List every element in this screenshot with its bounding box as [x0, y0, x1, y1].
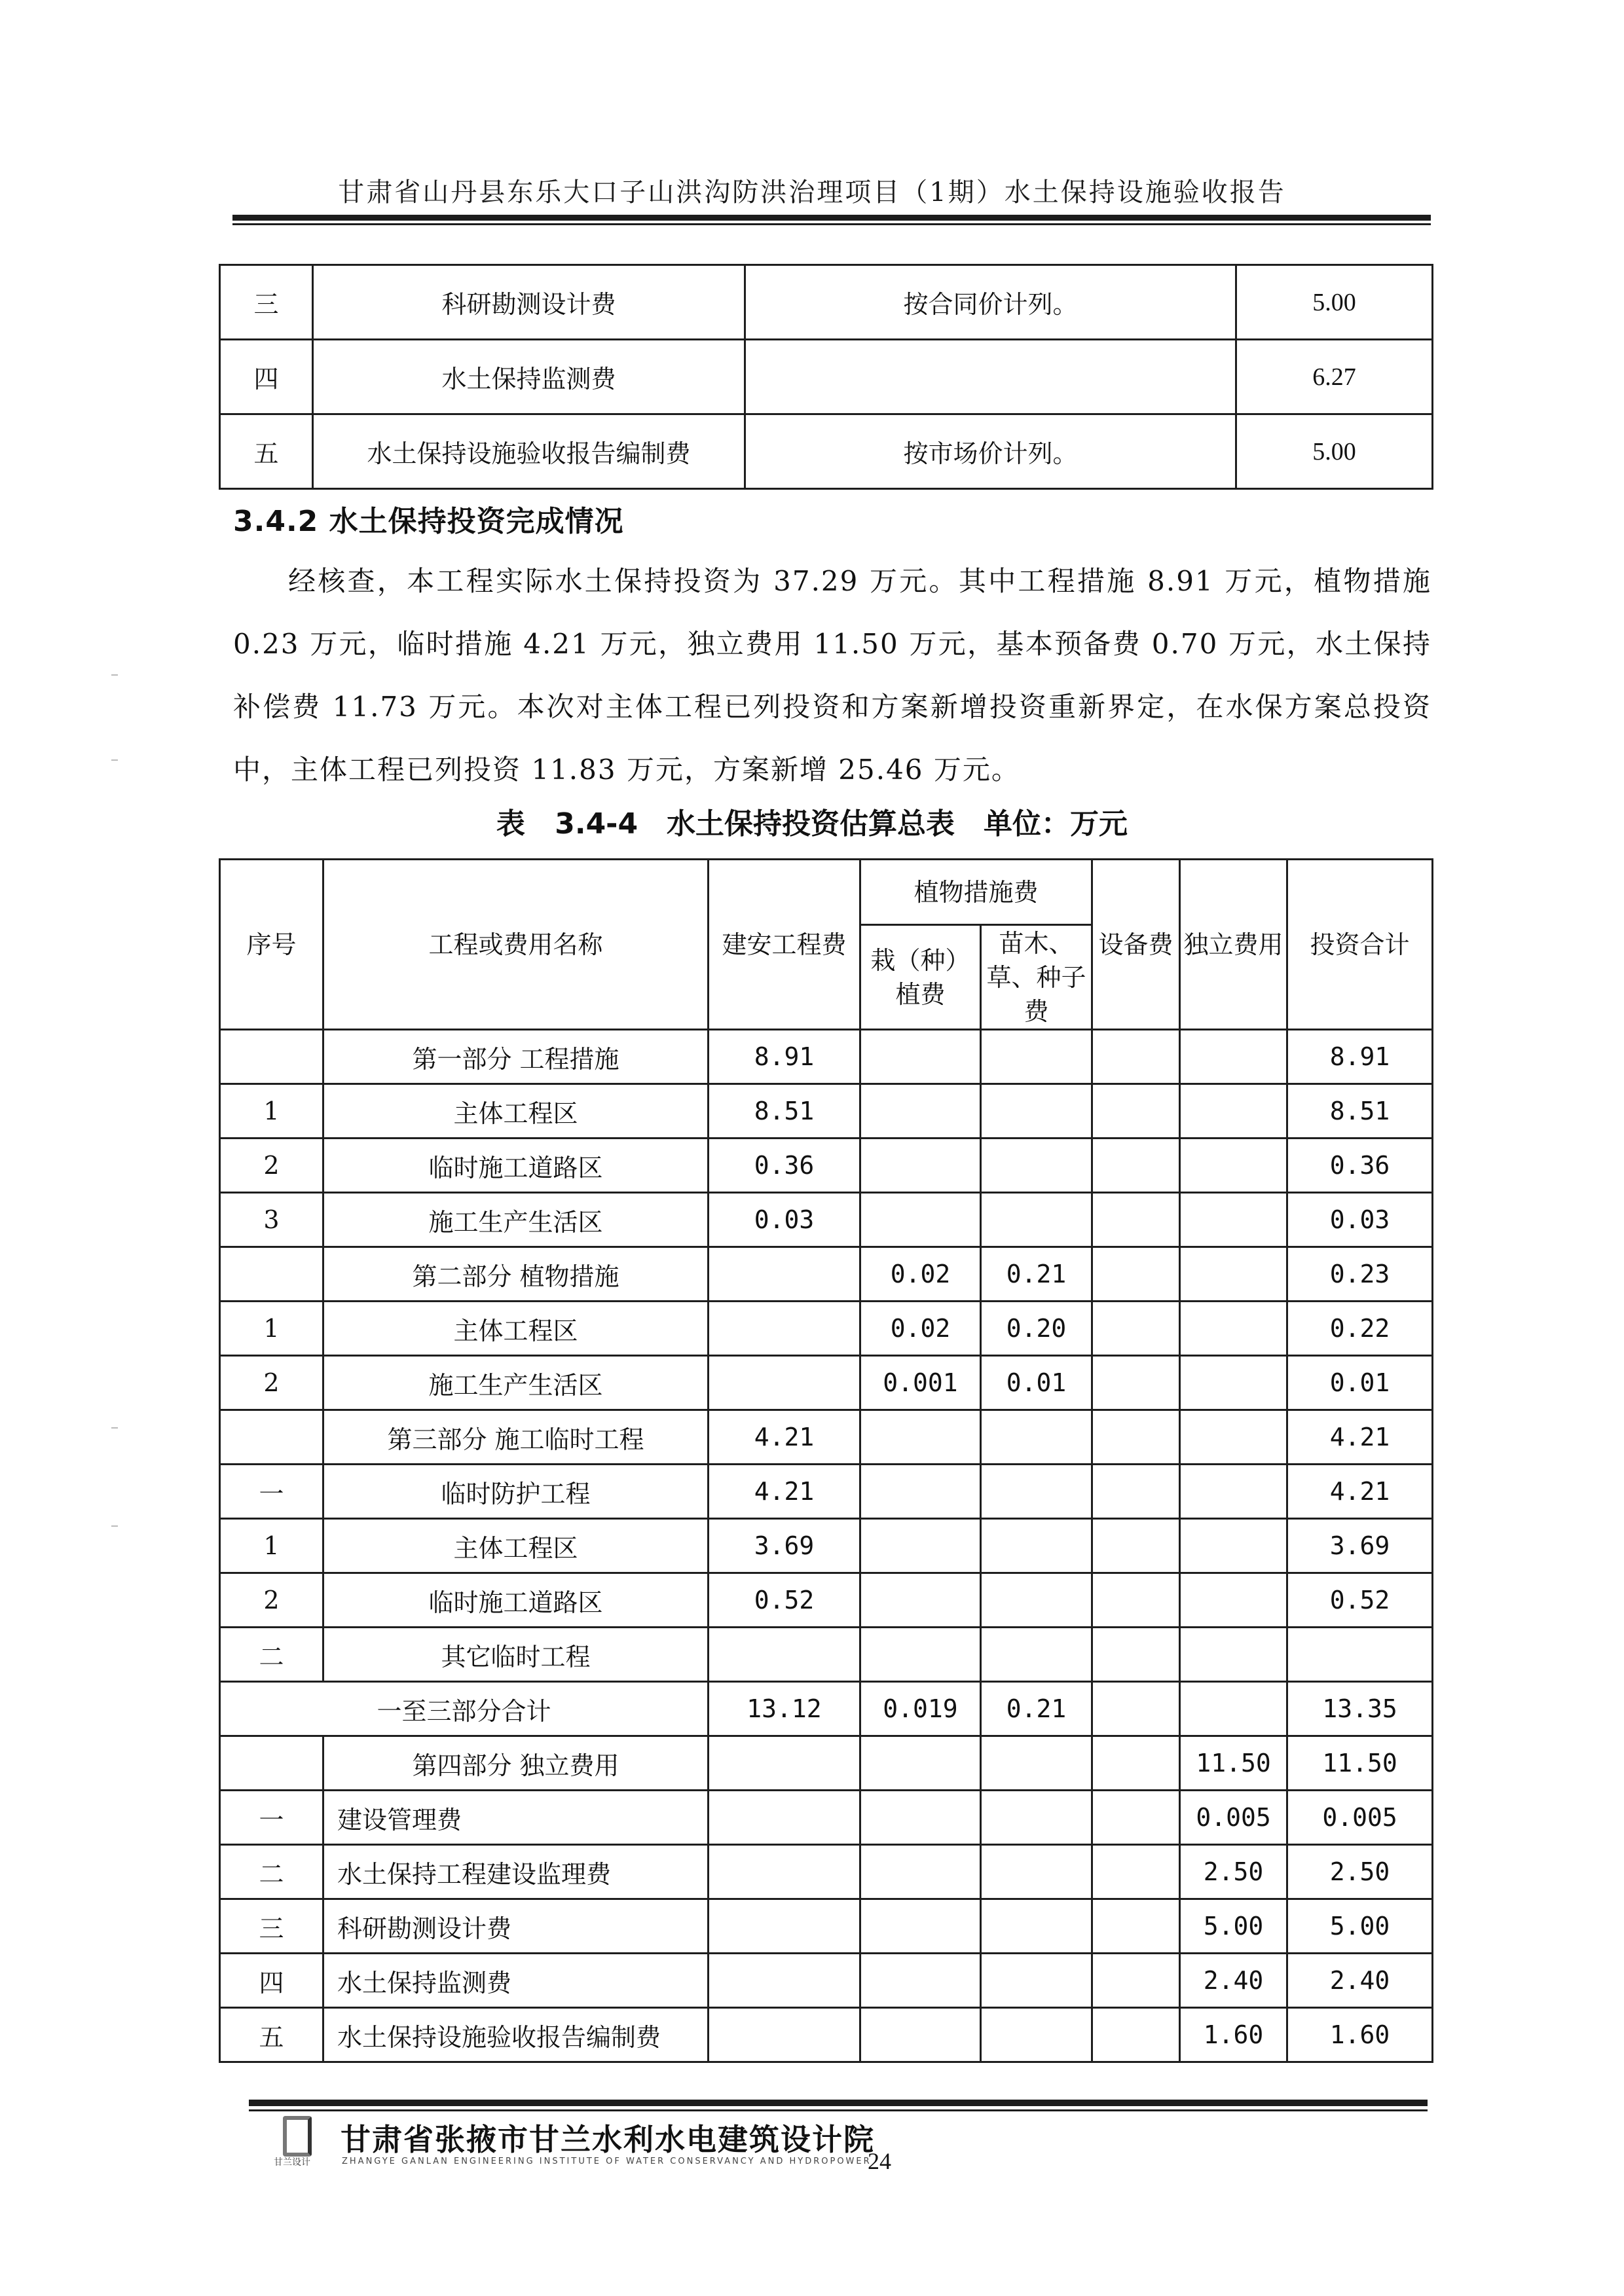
row-name: 第三部分 施工临时工程 [323, 1410, 709, 1465]
row-independent: 0.005 [1180, 1791, 1287, 1845]
table-row [220, 2008, 1433, 2062]
row-equipment [1092, 1356, 1180, 1410]
row-equipment [1092, 1084, 1180, 1139]
row-equipment [1092, 1682, 1180, 1736]
row-planting [860, 1628, 981, 1682]
header-rule-thin [232, 223, 1431, 225]
scan-mark [111, 1427, 118, 1429]
row-equipment [1092, 1573, 1180, 1628]
row-equipment [1092, 1845, 1180, 1899]
investment-estimate-table [219, 858, 1433, 2063]
row-independent [1180, 1628, 1287, 1682]
row-name: 施工生产生活区 [323, 1193, 709, 1247]
row-amount: 6.27 [1236, 340, 1433, 414]
logo-caption: 甘兰设计 [274, 2157, 310, 2168]
header-planting: 栽（种）植费 [860, 925, 981, 1030]
row-no: 四 [220, 1954, 323, 2008]
row-name: 水土保持设施验收报告编制费 [313, 414, 745, 489]
row-equipment [1092, 1519, 1180, 1573]
row-basis: 按市场价计列。 [745, 414, 1236, 489]
row-no [220, 1736, 323, 1791]
row-construction: 13.12 [709, 1682, 860, 1736]
row-name: 第二部分 植物措施 [323, 1247, 709, 1302]
row-seedlings: 0.21 [981, 1682, 1092, 1736]
row-total: 4.21 [1287, 1465, 1433, 1519]
row-no: 1 [220, 1084, 323, 1139]
row-independent [1180, 1139, 1287, 1193]
table-row [220, 414, 1433, 489]
row-planting [860, 1030, 981, 1084]
row-equipment [1092, 1465, 1180, 1519]
row-seedlings [981, 1628, 1092, 1682]
row-independent: 1.60 [1180, 2008, 1287, 2062]
table-row [220, 1899, 1433, 1954]
row-total: 8.91 [1287, 1030, 1433, 1084]
section-heading: 3.4.2 水土保持投资完成情况 [233, 505, 624, 538]
row-construction [709, 1791, 860, 1845]
table-row [220, 1247, 1433, 1302]
row-seedlings [981, 1791, 1092, 1845]
table-row [220, 340, 1433, 414]
row-seedlings: 0.21 [981, 1247, 1092, 1302]
row-planting [860, 1736, 981, 1791]
row-planting [860, 1899, 981, 1954]
table-row [220, 1084, 1433, 1139]
row-total: 2.40 [1287, 1954, 1433, 2008]
table-row [220, 265, 1433, 340]
row-independent [1180, 1302, 1287, 1356]
row-total: 1.60 [1287, 2008, 1433, 2062]
row-total: 0.23 [1287, 1247, 1433, 1302]
row-name: 施工生产生活区 [323, 1356, 709, 1410]
row-total: 8.51 [1287, 1084, 1433, 1139]
row-no [220, 1030, 323, 1084]
row-seedlings [981, 1410, 1092, 1465]
page-number: 24 [868, 2148, 891, 2174]
row-no: 五 [220, 2008, 323, 2062]
table-row [220, 1465, 1433, 1519]
row-independent [1180, 1356, 1287, 1410]
row-name: 一至三部分合计 [220, 1682, 709, 1736]
row-name: 其它临时工程 [323, 1628, 709, 1682]
row-planting [860, 1139, 981, 1193]
row-no: 1 [220, 1302, 323, 1356]
row-independent [1180, 1193, 1287, 1247]
investment-paragraph: 经核查，本工程实际水土保持投资为 37.29 万元。其中工程措施 8.91 万元，植物措施 0.23 万元，临时措施 4.21 万元，独立费用 11.50 万元，基本预备费 0.70 万元，水土保持补偿费 11.73 万元。本次对主体工程已列投资和方案新增投资重新界定，在水保方案总投资中，主体工程已列投资 11.83 万元，方案新增 25.46 万元。 [233, 565, 1431, 786]
row-seedlings [981, 1084, 1092, 1139]
row-construction: 4.21 [709, 1410, 860, 1465]
row-no: 二 [220, 1845, 323, 1899]
row-name: 临时施工道路区 [323, 1573, 709, 1628]
row-equipment [1092, 2008, 1180, 2062]
row-seedlings [981, 1845, 1092, 1899]
institute-name: 甘肃省张掖市甘兰水利水电建筑设计院 [341, 2122, 875, 2157]
footer-rule-thin [249, 2109, 1428, 2111]
row-equipment [1092, 1954, 1180, 2008]
row-equipment [1092, 1899, 1180, 1954]
row-name: 水土保持监测费 [313, 340, 745, 414]
row-construction [709, 1247, 860, 1302]
table-row [220, 1356, 1433, 1410]
scan-mark [111, 674, 118, 676]
row-independent: 11.50 [1180, 1736, 1287, 1791]
table-row [220, 1139, 1433, 1193]
row-no: 四 [220, 340, 313, 414]
row-equipment [1092, 1791, 1180, 1845]
row-basis: 按合同价计列。 [745, 265, 1236, 340]
row-name: 主体工程区 [323, 1302, 709, 1356]
row-no: 五 [220, 414, 313, 489]
row-seedlings [981, 1139, 1092, 1193]
row-total [1287, 1628, 1433, 1682]
row-basis [745, 340, 1236, 414]
row-independent [1180, 1247, 1287, 1302]
row-name: 科研勘测设计费 [313, 265, 745, 340]
row-planting [860, 1573, 981, 1628]
footer-rule-thick [249, 2100, 1428, 2106]
row-total: 11.50 [1287, 1736, 1433, 1791]
row-construction: 0.52 [709, 1573, 860, 1628]
row-construction: 8.51 [709, 1084, 860, 1139]
row-seedlings [981, 1573, 1092, 1628]
table-row [220, 1302, 1433, 1356]
row-independent: 5.00 [1180, 1899, 1287, 1954]
row-planting [860, 1954, 981, 2008]
row-seedlings [981, 1193, 1092, 1247]
row-name: 临时防护工程 [323, 1465, 709, 1519]
table-row [220, 1030, 1433, 1084]
header-seedlings: 苗木、草、种子费 [981, 925, 1092, 1030]
header-plant-group: 植物措施费 [860, 860, 1092, 925]
header-construction: 建安工程费 [709, 860, 860, 1030]
table-row [220, 1410, 1433, 1465]
table-row [220, 1519, 1433, 1573]
table-row [220, 1845, 1433, 1899]
table-row [220, 1682, 1433, 1736]
row-no: 2 [220, 1573, 323, 1628]
row-seedlings [981, 1519, 1092, 1573]
header-equipment: 设备费 [1092, 860, 1180, 1030]
row-planting [860, 2008, 981, 2062]
institute-name-en: ZHANGYE GANLAN ENGINEERING INSTITUTE OF WATER CONSERVANCY AND HYDROPOWER [342, 2157, 872, 2166]
row-planting [860, 1519, 981, 1573]
row-independent [1180, 1084, 1287, 1139]
row-total: 3.69 [1287, 1519, 1433, 1573]
row-name: 主体工程区 [323, 1519, 709, 1573]
row-seedlings [981, 1954, 1092, 2008]
row-total: 0.005 [1287, 1791, 1433, 1845]
row-construction [709, 1954, 860, 2008]
row-construction: 4.21 [709, 1465, 860, 1519]
row-equipment [1092, 1139, 1180, 1193]
row-equipment [1092, 1736, 1180, 1791]
row-no: 一 [220, 1791, 323, 1845]
row-total: 0.36 [1287, 1139, 1433, 1193]
row-construction [709, 1302, 860, 1356]
row-construction: 0.03 [709, 1193, 860, 1247]
row-independent: 2.40 [1180, 1954, 1287, 2008]
row-independent [1180, 1030, 1287, 1084]
row-construction: 8.91 [709, 1030, 860, 1084]
row-no: 3 [220, 1193, 323, 1247]
row-construction [709, 1628, 860, 1682]
row-equipment [1092, 1410, 1180, 1465]
row-no [220, 1410, 323, 1465]
row-planting [860, 1410, 981, 1465]
row-planting [860, 1465, 981, 1519]
row-no: 2 [220, 1139, 323, 1193]
row-construction: 0.36 [709, 1139, 860, 1193]
table-row [220, 1573, 1433, 1628]
row-total: 0.03 [1287, 1193, 1433, 1247]
row-name: 建设管理费 [323, 1791, 709, 1845]
row-no [220, 1247, 323, 1302]
row-independent [1180, 1573, 1287, 1628]
row-no: 2 [220, 1356, 323, 1410]
row-amount: 5.00 [1236, 265, 1433, 340]
row-seedlings [981, 1030, 1092, 1084]
row-construction [709, 2008, 860, 2062]
row-construction [709, 1356, 860, 1410]
row-seedlings [981, 1899, 1092, 1954]
row-total: 0.52 [1287, 1573, 1433, 1628]
row-independent [1180, 1682, 1287, 1736]
report-header-title: 甘肃省山丹县东乐大口子山洪沟防洪治理项目（1期）水土保持设施验收报告 [338, 177, 1286, 208]
table-row [220, 1193, 1433, 1247]
row-construction [709, 1899, 860, 1954]
row-equipment [1092, 1247, 1180, 1302]
table-row [220, 1736, 1433, 1791]
row-total: 4.21 [1287, 1410, 1433, 1465]
row-planting [860, 1791, 981, 1845]
table-row [220, 1791, 1433, 1845]
row-independent [1180, 1519, 1287, 1573]
row-construction: 3.69 [709, 1519, 860, 1573]
row-seedlings [981, 2008, 1092, 2062]
header-rule-thick [232, 215, 1431, 221]
row-seedlings [981, 1465, 1092, 1519]
row-equipment [1092, 1628, 1180, 1682]
row-construction [709, 1845, 860, 1899]
row-seedlings: 0.20 [981, 1302, 1092, 1356]
row-name: 水土保持设施验收报告编制费 [323, 2008, 709, 2062]
scan-mark [111, 759, 118, 761]
row-planting: 0.02 [860, 1247, 981, 1302]
row-seedlings: 0.01 [981, 1356, 1092, 1410]
institute-logo-icon [283, 2116, 312, 2157]
row-name: 科研勘测设计费 [323, 1899, 709, 1954]
row-no: 一 [220, 1465, 323, 1519]
table-caption: 表 3.4-4 水土保持投资估算总表 单位：万元 [496, 807, 1128, 841]
scan-mark [111, 1525, 118, 1527]
header-total: 投资合计 [1287, 860, 1433, 1030]
header-name: 工程或费用名称 [323, 860, 709, 1030]
row-equipment [1092, 1030, 1180, 1084]
row-no: 三 [220, 265, 313, 340]
row-total: 0.22 [1287, 1302, 1433, 1356]
row-planting [860, 1193, 981, 1247]
row-total: 2.50 [1287, 1845, 1433, 1899]
row-equipment [1092, 1193, 1180, 1247]
row-no: 二 [220, 1628, 323, 1682]
continued-fee-table [219, 264, 1433, 490]
row-equipment [1092, 1302, 1180, 1356]
row-total: 13.35 [1287, 1682, 1433, 1736]
row-seedlings [981, 1736, 1092, 1791]
row-amount: 5.00 [1236, 414, 1433, 489]
row-name: 水土保持监测费 [323, 1954, 709, 2008]
row-name: 主体工程区 [323, 1084, 709, 1139]
header-no: 序号 [220, 860, 323, 1030]
header-independent: 独立费用 [1180, 860, 1287, 1030]
row-independent [1180, 1410, 1287, 1465]
row-no: 1 [220, 1519, 323, 1573]
row-independent [1180, 1465, 1287, 1519]
row-planting: 0.02 [860, 1302, 981, 1356]
row-name: 临时施工道路区 [323, 1139, 709, 1193]
table-row [220, 1954, 1433, 2008]
row-name: 水土保持工程建设监理费 [323, 1845, 709, 1899]
row-total: 5.00 [1287, 1899, 1433, 1954]
row-independent: 2.50 [1180, 1845, 1287, 1899]
row-planting: 0.019 [860, 1682, 981, 1736]
table-row [220, 1628, 1433, 1682]
row-planting: 0.001 [860, 1356, 981, 1410]
row-no: 三 [220, 1899, 323, 1954]
row-planting [860, 1845, 981, 1899]
row-planting [860, 1084, 981, 1139]
row-name: 第四部分 独立费用 [323, 1736, 709, 1791]
row-name: 第一部分 工程措施 [323, 1030, 709, 1084]
row-total: 0.01 [1287, 1356, 1433, 1410]
row-construction [709, 1736, 860, 1791]
